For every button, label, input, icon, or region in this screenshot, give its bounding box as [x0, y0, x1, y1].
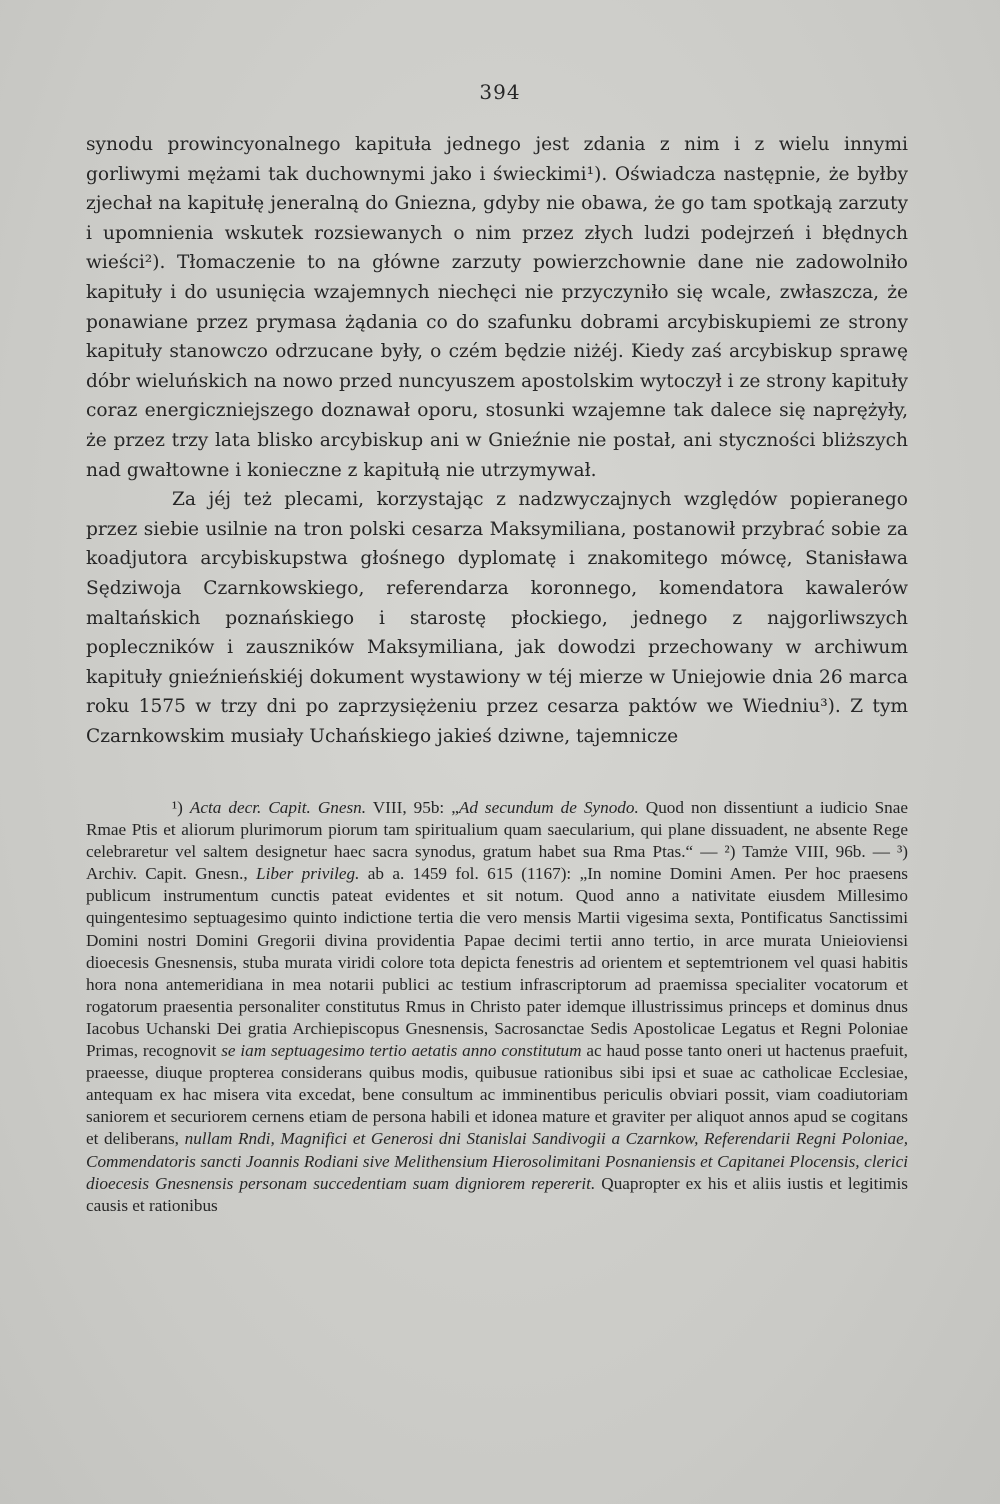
- footnote-italic-phrase-1: se iam septuagesimo tertio aetatis anno constitutum: [221, 1041, 582, 1061]
- page-number: 394: [479, 80, 521, 104]
- footnote-block: [86, 797, 908, 1217]
- main-text: [86, 130, 908, 751]
- paragraph-1: synodu prowincyonalnego kapituła jednego jest zdania z nim i z wielu innymi gorliwymi mężami tak duchownymi jako i świeckimi¹). Oświadcza następnie, że byłby zjechał na kapitułę jeneralną do Gniezna, gdyby nie obawa, że go tam spotkają zarzuty i upomnienia wskutek rozsiewanych o nim przez złych ludzi podejrzeń i błędnych wieści²). Tłomaczenie to na główne zarzuty powierzchownie dane nie zadowolniło kapituły i do usunięcia wzajemnych niechęci nie przyczyniło się wcale, zwłaszcza, że ponawiane przez prymasa żądania co do szafunku dobrami arcybiskupiemi ze strony kapituły stanowczo odrzucane były, o czém będzie niżéj. Kiedy zaś arcybiskup sprawę dóbr wieluńskich na nowo przed nuncyuszem apostolskim wytoczył i ze strony kapituły coraz energiczniejszego doznawał oporu, stosunki wzajemne tak dalece się naprężyły, że przez trzy lata blisko arcybiskup ani w Gnieźnie nie postał, ani styczności bliższych nad gwałtowne i konieczne z kapitułą nie utrzymywał.: [86, 134, 908, 481]
- footnote-source-ref: Acta decr. Capit. Gnesn.: [189, 798, 367, 817]
- footnote-italic-phrase-2: nullam Rndi, Magnifici et Generosi dni Stanislai Sandivogii a Czarnkow, Referendarii Regni Poloniae, Commendatoris sancti Joannis Rodiani sive Melithensium Hierosolimitani Posnaniensis et Capitanei Plocensis, clerici dioecesis Gnesnensis personam succedentiam suam digniorem repererit.: [86, 1129, 908, 1193]
- paragraph-2: Za jéj też plecami, korzystając z nadzwyczajnych względów popieranego przez siebie usilnie na tron polski cesarza Maksymiliana, postanowił przybrać sobie za koadjutora arcybiskupstwa głośnego dyplomatę i znakomitego mówcę, Stanisława Sędziwoja Czarnkowskiego, referendarza koronnego, komendatora kawalerów maltańskich poznańskiego i starostę płockiego, jednego z najgorliwszych popleczników i zauszników Maksymiliana, jak dowodzi przechowany w archiwum kapituły gnieźnieńskiéj dokument wystawiony w téj mierze w Uniejowie dnia 26 marca roku 1575 w trzy dni po zaprzysiężeniu przez cesarza paktów we Wiedniu³). Z tym Czarnkowskim musiały Uchańskiego jakieś dziwne, tajemnicze: [86, 489, 908, 747]
- footnote-text-c: ab a. 1459 fol. 615 (1167): „In nomine Domini Amen. Per hoc praesens publicum instrumentum cunctis pateat evidentes et sit notum. Quod anno a nativitate eiusdem Millesimo quingentesimo septuagesimo quinto indictione tertia die vero mensis Martii vigesima sexta, Pontificatus Sanctissimi Domini nostri Domini Gregorii divina providentia Papae decimi tertii anno tertio, in arce murata Unieioviensi dioecesis Gnesnensis, stuba murata viridi colore tota depicta fenestris ad orientem et septemtrionem vel quasi habitis hora nona antemeridiana in mea notarii publici ac testium infrascriptorum ad praemissa specialiter vocatorum et rogatorum praesentia personaliter constitutus Rmus in Christo pater idemque illustrissimus princeps et dominus dnus Iacobus Uchanski Dei gratia Archiepiscopus Gnesnensis, Sacrosanctae Sedis Apostolicae Legatus et Regni Poloniae Primas, recognovit: [86, 864, 908, 1061]
- footnote-text-b: Quod non dissentiunt a iudicio Snae Rmae Ptis et aliorum plurimorum piorum tam spiritualium quam saecularium, qui plane dissuadent, ne absente Rege celebraretur vel saltem designetur haec sacra synodus, gratum habet sua Rma Ptas.“ — ²) Tamże VIII, 96b. — ³) Archiv. Capit. Gnesn.,: [86, 798, 909, 884]
- footnote-text-e: Quapropter ex his et aliis iustis et legitimis causis et rationibus: [86, 1173, 908, 1215]
- footnote-text-a: VIII, 95b: „: [366, 798, 459, 817]
- footnote-number: ¹): [172, 798, 183, 817]
- footnote-text-d: ac haud posse tanto oneri ut hactenus praefuit, praeesse, diuque propterea considerans quibus modis, quibusue rationibus sibi ipsi et suae ac catholicae Ecclesiae, antequam ex hac misera vita excedat, bene consultum ac imminentibus periculis obviari possit, viam coadiutoriam saniorem et securiorem cernens etiam de persona habili et idonea mature et graviter per aliquot annos apud se cogitans et deliberans,: [86, 1041, 908, 1149]
- footnote-quote-title: Ad secundum de Synodo.: [458, 798, 639, 817]
- footnote-liber-ref: Liber privileg.: [256, 864, 360, 884]
- footnotes: [86, 797, 908, 1217]
